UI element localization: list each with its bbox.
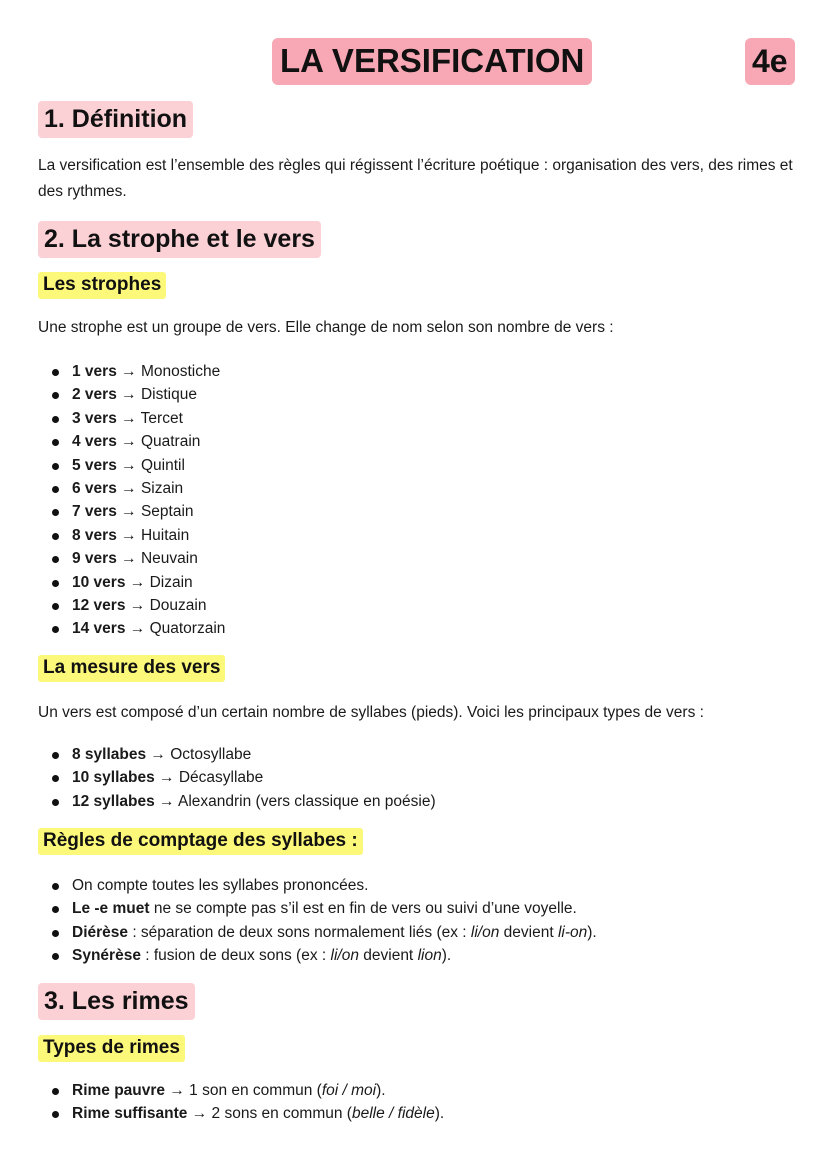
list-item: 5 vers → Quintil xyxy=(38,454,225,477)
list-item: 6 vers → Sizain xyxy=(38,477,225,500)
strophes-list xyxy=(38,360,225,641)
section-heading-definition: 1. Définition xyxy=(38,101,193,138)
list-item: 7 vers → Septain xyxy=(38,500,225,523)
subheading-types-rimes: Types de rimes xyxy=(38,1035,185,1062)
grade-badge: 4e xyxy=(745,38,795,85)
list-item: 8 vers → Huitain xyxy=(38,524,225,547)
list-item: 1 vers → Monostiche xyxy=(38,360,225,383)
regles-list xyxy=(38,874,597,968)
page-title: LA VERSIFICATION xyxy=(272,38,592,85)
mesure-intro: Un vers est composé d’un certain nombre de syllabes (pieds). Voici les principaux types de vers : xyxy=(38,704,704,721)
subheading-strophes: Les strophes xyxy=(38,272,166,299)
subheading-regles: Règles de comptage des syllabes : xyxy=(38,828,363,855)
list-item: 4 vers → Quatrain xyxy=(38,430,225,453)
list-item: 8 syllabes → Octosyllabe xyxy=(38,743,436,766)
list-item: 3 vers → Tercet xyxy=(38,407,225,430)
list-item: Diérèse : séparation de deux sons normalement liés (ex : li/on devient li-on). xyxy=(38,921,597,944)
subheading-mesure: La mesure des vers xyxy=(38,655,225,682)
definition-paragraph: La versification est l’ensemble des règles qui régissent l’écriture poétique : organisation des vers, des rimes et des rythmes. xyxy=(38,157,793,200)
list-item: On compte toutes les syllabes prononcées. xyxy=(38,874,597,897)
list-item: 12 vers → Douzain xyxy=(38,594,225,617)
section-heading-rimes: 3. Les rimes xyxy=(38,983,195,1020)
list-item: 9 vers → Neuvain xyxy=(38,547,225,570)
list-item: Le -e muet ne se compte pas s’il est en fin de vers ou suivi d’une voyelle. xyxy=(38,897,597,920)
strophes-intro: Une strophe est un groupe de vers. Elle change de nom selon son nombre de vers : xyxy=(38,319,614,336)
list-item: Rime suffisante → 2 sons en commun (belle / fidèle). xyxy=(38,1102,444,1125)
mesure-list xyxy=(38,743,436,813)
list-item: 14 vers → Quatorzain xyxy=(38,617,225,640)
list-item: 10 syllabes → Décasyllabe xyxy=(38,766,436,789)
list-item: Synérèse : fusion de deux sons (ex : li/on devient lion). xyxy=(38,944,597,967)
list-item: 2 vers → Distique xyxy=(38,383,225,406)
list-item: 12 syllabes → Alexandrin (vers classique en poésie) xyxy=(38,790,436,813)
list-item: 10 vers → Dizain xyxy=(38,571,225,594)
rimes-list xyxy=(38,1079,444,1126)
section-heading-strophe-vers: 2. La strophe et le vers xyxy=(38,221,321,258)
list-item: Rime pauvre → 1 son en commun (foi / moi). xyxy=(38,1079,444,1102)
